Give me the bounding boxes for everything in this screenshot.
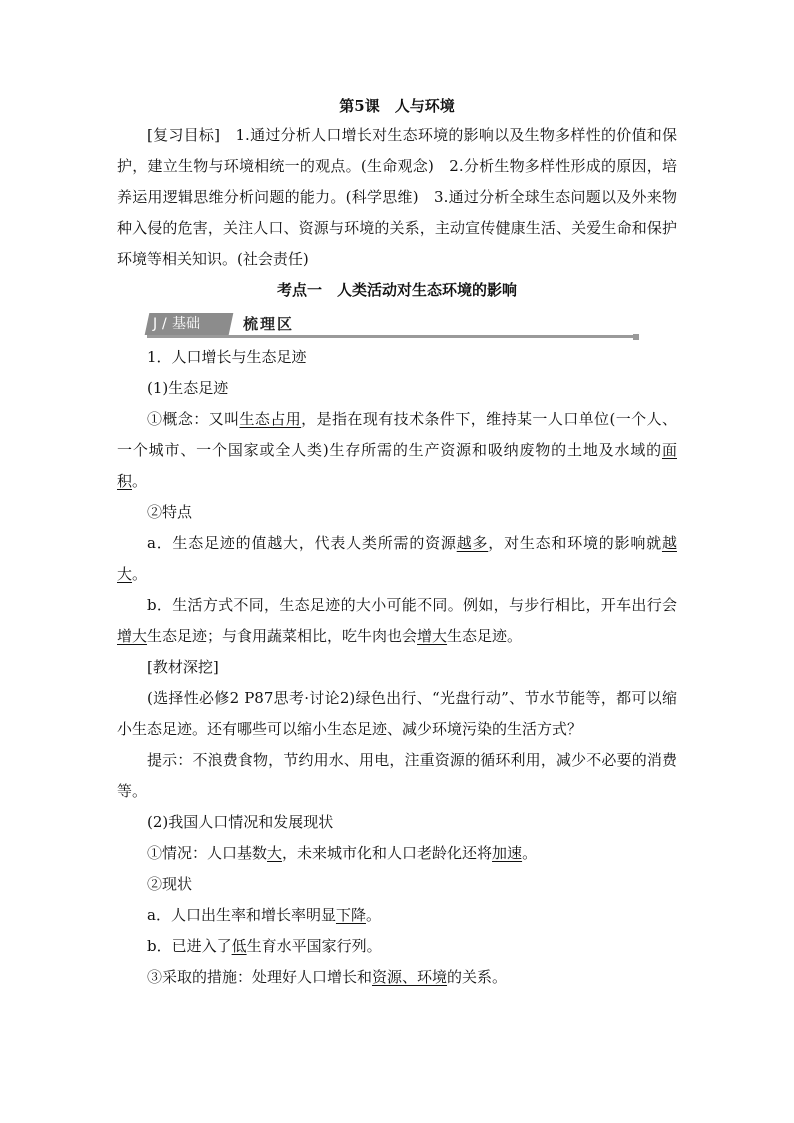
- answer-blank: 低: [231, 937, 247, 955]
- lesson-title: 第5课 人与环境: [339, 97, 455, 115]
- textbook-label: [教材深挖]: [147, 658, 219, 676]
- document-page: [117, 92, 677, 993]
- features-label: ②特点: [147, 503, 193, 521]
- feature-b-paragraph: b．生活方式不同，生态足迹的大小可能不同。例如，与步行相比，开车出行会增大生态足迹；与食用蔬菜相比，吃牛肉也会增大生态足迹。: [117, 596, 677, 645]
- subheading-population-status: (2)我国人口情况和发展现状: [147, 813, 334, 831]
- answer-blank: 越多: [456, 534, 489, 552]
- banner-badge-letter: J: [153, 316, 158, 332]
- banner-badge: J / 基础: [145, 313, 234, 335]
- banner-divider: [147, 335, 635, 338]
- answer-blank: 下降: [335, 906, 366, 924]
- banner-badge-text: 基础: [171, 316, 200, 332]
- situation-line: ①情况：人口基数大，未来城市化和人口老龄化还将加速。: [147, 844, 538, 862]
- objectives-label: [复习目标]: [147, 126, 220, 144]
- answer-blank: 增大: [417, 627, 448, 645]
- textbook-answer: 提示：不浪费食物，节约用水、用电，注重资源的循环利用，减少不必要的消费等。: [117, 751, 677, 800]
- status-label: ②现状: [147, 875, 193, 893]
- answer-blank: 生态占用: [239, 410, 302, 428]
- subheading-eco-footprint: (1)生态足迹: [147, 379, 229, 397]
- measures-line: ③采取的措施：处理好人口增长和资源、环境的关系。: [147, 968, 508, 986]
- answer-blank: 面积: [117, 441, 677, 490]
- status-a-line: a．人口出生率和增长率明显下降。: [147, 906, 381, 924]
- feature-a-paragraph: a．生态足迹的值越大，代表人类所需的资源越多，对生态和环境的影响就越大。: [117, 534, 677, 583]
- banner-end-marker: [633, 334, 639, 340]
- answer-blank: 增大: [117, 627, 148, 645]
- textbook-question: (选择性必修2 P87思考·讨论2)绿色出行、“光盘行动”、节水节能等，都可以缩小生态足迹。还有哪些可以缩小生态足迹、减少环境污染的生活方式？: [117, 689, 677, 738]
- concept-paragraph: ①概念：又叫生态占用，是指在现有技术条件下，维持某一人口单位(一个人、一个城市、一个国家或全人类)生存所需的生产资源和吸纳废物的土地及水域的面积。: [117, 410, 677, 490]
- answer-blank: 资源、环境: [372, 968, 448, 986]
- answer-blank: 加速: [492, 844, 523, 862]
- objectives-text: 1.通过分析人口增长对生态环境的影响以及生物多样性的价值和保护，建立生物与环境相统一的观点。(生命观念) 2.分析生物多样性形成的原因，培养运用逻辑思维分析问题的能力。(科学思维) 3.通过分析全球生态问题以及外来物种入侵的危害，关注人口、资源与环境的关系，主动宣传健康生活、关爱生命和保护环境等相关知识。(社会责任): [117, 126, 677, 268]
- banner-label: 梳理区: [243, 315, 295, 333]
- answer-blank: 大: [267, 844, 283, 862]
- heading-population-footprint: 1．人口增长与生态足迹: [147, 348, 307, 366]
- basics-banner: [117, 308, 677, 340]
- status-b-line: b．已进入了低生育水平国家行列。: [147, 937, 382, 955]
- answer-blank: 越大: [117, 534, 677, 583]
- section-title: 考点一 人类活动对生态环境的影响: [276, 281, 517, 299]
- review-objectives: [117, 120, 677, 275]
